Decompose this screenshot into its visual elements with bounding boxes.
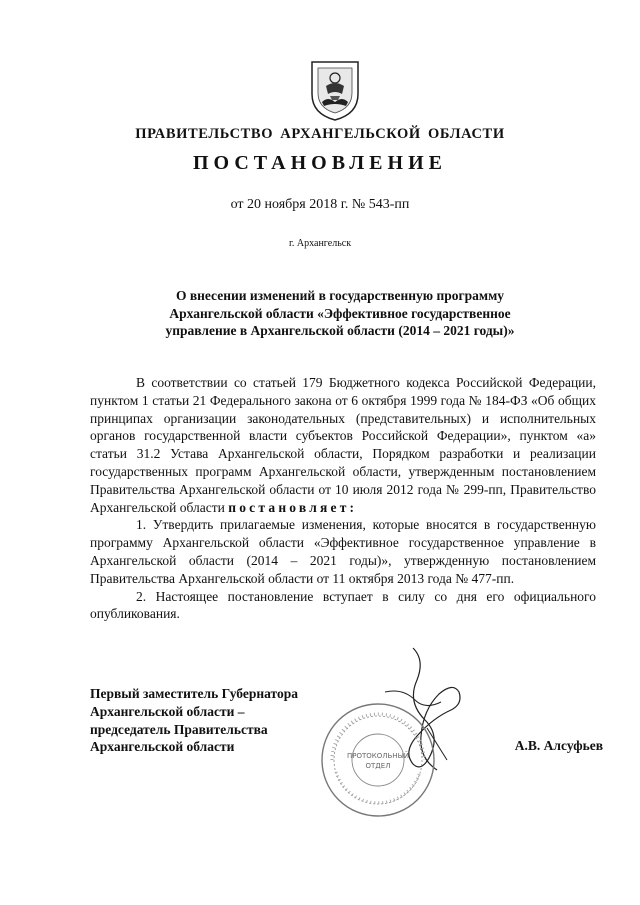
stamp-text-line-1: ПРОТОКОЛЬНЫЙ (346, 752, 410, 760)
document-date-number: от 20 ноября 2018 г. № 543-пп (230, 197, 410, 212)
signatory-title-line-4: Архангельской области (90, 739, 235, 755)
government-name: ПРАВИТЕЛЬСТВО АРХАНГЕЛЬСКОЙ ОБЛАСТИ (135, 126, 505, 142)
title-line-1: О внесении изменений в государственную программу (175, 288, 505, 303)
title-line-2: Архангельской области «Эффективное государственное (169, 305, 511, 321)
body-intro-text: В соответствии со статьей 179 Бюджетного кодекса Российской Федерации, пунктом 1 статьи 21 Федерального закона от 6 октября 1999 года № 184-ФЗ «Об общих принципах организации законодательных (представительных) и исполнительных органов государственной власти субъектов Российской Федерации», пунктом «а» статьи 31.2 Устава Архангельской области, Порядком разработки и реализации государственных программ Архангельской области, утвержденным постановлением Правительства Архангельской области от 10 июля 2012 года № 299-пп, Правительство Архангельской области (90, 375, 596, 515)
coat-of-arms-icon (308, 58, 362, 122)
document-title (110, 287, 570, 340)
body-item-1: 1. Утвердить прилагаемые изменения, которые вносятся в государственную программу Архангельской области «Эффективное государственное управление в Архангельской области (2014 – 2021 годы)», утвержденную постановлением Правительства Архангельской области от 11 октября 2013 года № 477-пп. (90, 517, 596, 586)
title-line-3: управление в Архангельской области (2014 – 2021 годы)» (165, 323, 515, 338)
body-intro-paragraph (90, 374, 596, 516)
signatory-title-line-3: председатель Правительства (90, 721, 268, 737)
signatory-name: А.В. Алсуфьев (514, 738, 603, 753)
document-type: ПОСТАНОВЛЕНИЕ (193, 152, 447, 174)
decree-word: постановляет: (228, 499, 358, 515)
stamp-text-line-2: ОТДЕЛ (365, 762, 391, 770)
signatory-title (90, 685, 350, 756)
document-city: г. Архангельск (288, 238, 352, 249)
body-item-2: 2. Настоящее постановление вступает в силу со дня его официального опубликования. (90, 588, 596, 622)
signatory-title-line-1: Первый заместитель Губернатора (90, 686, 298, 701)
signatory-title-line-2: Архангельской области – (90, 703, 245, 719)
document-body (90, 374, 596, 623)
